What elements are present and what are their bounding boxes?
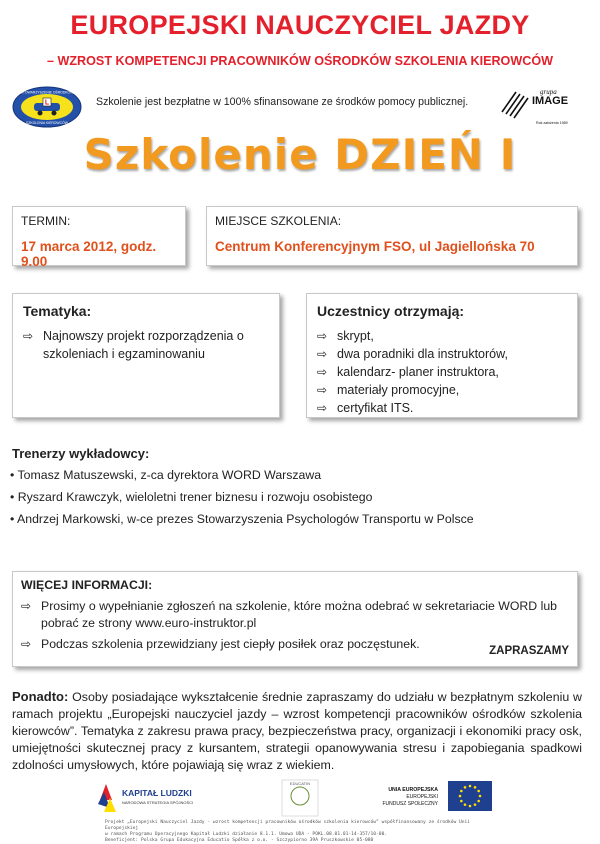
svg-text:grupa: grupa xyxy=(540,88,557,96)
wiecej-box xyxy=(12,571,578,667)
svg-text:IMAGE: IMAGE xyxy=(532,95,569,107)
list-item: • Tomasz Matuszewski, z-ca dyrektora WORD Warszawa xyxy=(10,468,322,482)
uczestnicy-box xyxy=(306,293,578,418)
eu-logo xyxy=(382,781,492,811)
arrow-icon: ⇨ xyxy=(317,347,328,361)
arrow-icon: ⇨ xyxy=(21,599,32,613)
eu-star-icon xyxy=(469,785,472,788)
wiecej-item: Prosimy o wypełnianie zgłoszeń na szkolenie, które można odebrać w sekretariacie WORD lub pobrać ze strony www.euro-instruktor.pl xyxy=(41,599,558,630)
list-item xyxy=(317,363,567,381)
info-line: Szkolenie jest bezpłatne w 100% sfinansowane ze środków pomocy publicznej. xyxy=(96,96,469,108)
arrow-icon: ⇨ xyxy=(21,637,32,651)
poster-title: EUROPEJSKI NAUCZYCIEL JAZDY xyxy=(70,10,530,40)
svg-text:FUNDUSZ SPOŁECZNY: FUNDUSZ SPOŁECZNY xyxy=(382,801,438,807)
footer-note-line: w ramach Programu Operacyjnego Kapitał Ludzki działanie 8.1.1. Umowa UDA - POKL.08.01.01-14-357/10-00. xyxy=(105,832,388,837)
eu-star-icon xyxy=(460,790,463,793)
ponadto-lead: Ponadto: xyxy=(12,689,69,704)
list-item: • Ryszard Krawczyk, wieloletni trener biznesu i rozwoju osobistego xyxy=(10,490,373,504)
trener-name: Ryszard Krawczyk, wieloletni trener biznesu i rozwoju osobistego xyxy=(17,490,373,504)
uczestnicy-item: skrypt, xyxy=(337,329,374,343)
uczestnicy-heading: Uczestnicy otrzymają: xyxy=(317,303,465,319)
svg-text:UNIA EUROPEJSKA: UNIA EUROPEJSKA xyxy=(388,787,438,793)
list-item xyxy=(317,399,567,417)
termin-box xyxy=(12,206,186,269)
list-item xyxy=(317,381,567,399)
list-item xyxy=(23,327,269,363)
eu-star-icon xyxy=(477,800,480,803)
wiecej-label: WIĘCEJ INFORMACJI: xyxy=(21,578,153,592)
eu-star-icon xyxy=(479,795,482,798)
trener-name: Tomasz Matuszewski, z-ca dyrektora WORD Warszawa xyxy=(17,468,322,482)
tematyka-box xyxy=(12,293,280,418)
svg-text:EDUCATIN: EDUCATIN xyxy=(289,781,311,786)
list-item xyxy=(21,598,569,632)
miejsce-box xyxy=(206,206,578,266)
arrow-icon: ⇨ xyxy=(317,329,328,343)
stowarzyszenie-logo xyxy=(12,86,82,128)
wiecej-item: Podczas szkolenia przewidziany jest ciepły posiłek oraz poczęstunek. xyxy=(41,637,420,651)
eu-star-icon xyxy=(469,805,472,808)
svg-text:KAPITAŁ LUDZKI: KAPITAŁ LUDZKI xyxy=(122,788,192,798)
trener-name: Andrzej Markowski, w-ce prezes Stowarzyszenia Psychologów Transportu w Polsce xyxy=(17,512,474,526)
tematyka-item: Najnowszy projekt rozporządzenia o szkoleniach i egzaminowaniu xyxy=(43,329,244,361)
eu-star-icon xyxy=(459,795,462,798)
termin-label: TERMIN: xyxy=(21,214,71,228)
eu-star-icon xyxy=(460,800,463,803)
ponadto-paragraph xyxy=(12,688,582,774)
eu-star-icon xyxy=(474,786,477,789)
uczestnicy-item: dwa poradniki dla instruktorów, xyxy=(337,347,508,361)
footer-note-line: Beneficjent: Polska Grupa Edukacyjna Educatio Spółka z o.o. - Szczypiorno 39A Pruszkowskie 05-080 xyxy=(105,838,374,843)
kapital-ludzki-logo xyxy=(98,784,193,812)
arrow-icon: ⇨ xyxy=(317,383,328,397)
list-item xyxy=(317,327,567,345)
uczestnicy-item: certyfikat ITS. xyxy=(337,401,414,415)
list-item xyxy=(21,636,569,653)
footer-logos xyxy=(0,778,600,818)
trenerzy-list xyxy=(10,464,474,530)
eu-star-icon xyxy=(474,803,477,806)
day-heading: Szkolenie DZIEŃ I xyxy=(83,130,517,179)
svg-text:NARODOWA STRATEGIA SPÓJNOŚCI: NARODOWA STRATEGIA SPÓJNOŚCI xyxy=(122,800,194,805)
eu-star-icon xyxy=(477,790,480,793)
termin-value: 17 marca 2012, godz. 9.00 xyxy=(21,239,157,269)
arrow-icon: ⇨ xyxy=(317,401,328,415)
svg-text:EUROPEJSKI: EUROPEJSKI xyxy=(406,794,438,800)
list-item: • Andrzej Markowski, w-ce prezes Stowarzyszenia Psychologów Transportu w Polsce xyxy=(10,512,474,526)
miejsce-label: MIEJSCE SZKOLENIA: xyxy=(215,214,342,228)
footer-note-line: Projekt „Europejski Nauczyciel Jazdy - wzrost kompetencji pracowników ośrodków szkolenia kierowców” współfinansowany ze środków Unii Europejskiej xyxy=(105,820,471,831)
grupa-image-logo xyxy=(500,84,586,128)
svg-text:Rok założenia 1989: Rok założenia 1989 xyxy=(536,121,568,125)
svg-text:L: L xyxy=(44,99,50,107)
poster-subtitle: – WZROST KOMPETENCJI PRACOWNIKÓW OŚRODKÓW SZKOLENIA KIEROWCÓW xyxy=(46,54,554,68)
svg-text:STOWARZYSZENIE OŚRODKÓW: STOWARZYSZENIE OŚRODKÓW xyxy=(20,90,74,95)
trenerzy-heading: Trenerzy wykładowcy: xyxy=(12,446,150,461)
tematyka-heading: Tematyka: xyxy=(23,303,92,319)
arrow-icon: ⇨ xyxy=(23,329,34,343)
uczestnicy-item: materiały promocyjne, xyxy=(337,383,460,397)
arrow-icon: ⇨ xyxy=(317,365,328,379)
zapraszamy-text: ZAPRASZAMY xyxy=(489,645,569,657)
eu-star-icon xyxy=(464,803,467,806)
uczestnicy-item: kalendarz- planer instruktora, xyxy=(337,365,499,379)
educatin-logo xyxy=(282,780,318,816)
ponadto-text: Osoby posiadające wykształcenie średnie zapraszamy do udziału w bezpłatnym szkoleniu w ramach projektu „Europejski nauczyciel jazdy – wzrost kompetencji pracowników ośrodków szkolenia kierowców”. Tematyka z zakresu prawa pracy, bezpieczeństwa pracy, organizacji i ekonomiki pracy osk, umiejętności skutecznej pracy z kursantem, strategii opanowywania stresu i zapobiegania spadkowi zdolności umysłowych, które pojawiają się wraz z wiekiem. xyxy=(12,690,582,772)
svg-text:SZKOLENIA KIEROWCÓW: SZKOLENIA KIEROWCÓW xyxy=(26,121,68,125)
list-item xyxy=(317,345,567,363)
miejsce-value: Centrum Konferencyjnym FSO, ul Jagiellońska 70 xyxy=(215,239,535,254)
footer-note xyxy=(105,820,505,844)
eu-star-icon xyxy=(464,786,467,789)
